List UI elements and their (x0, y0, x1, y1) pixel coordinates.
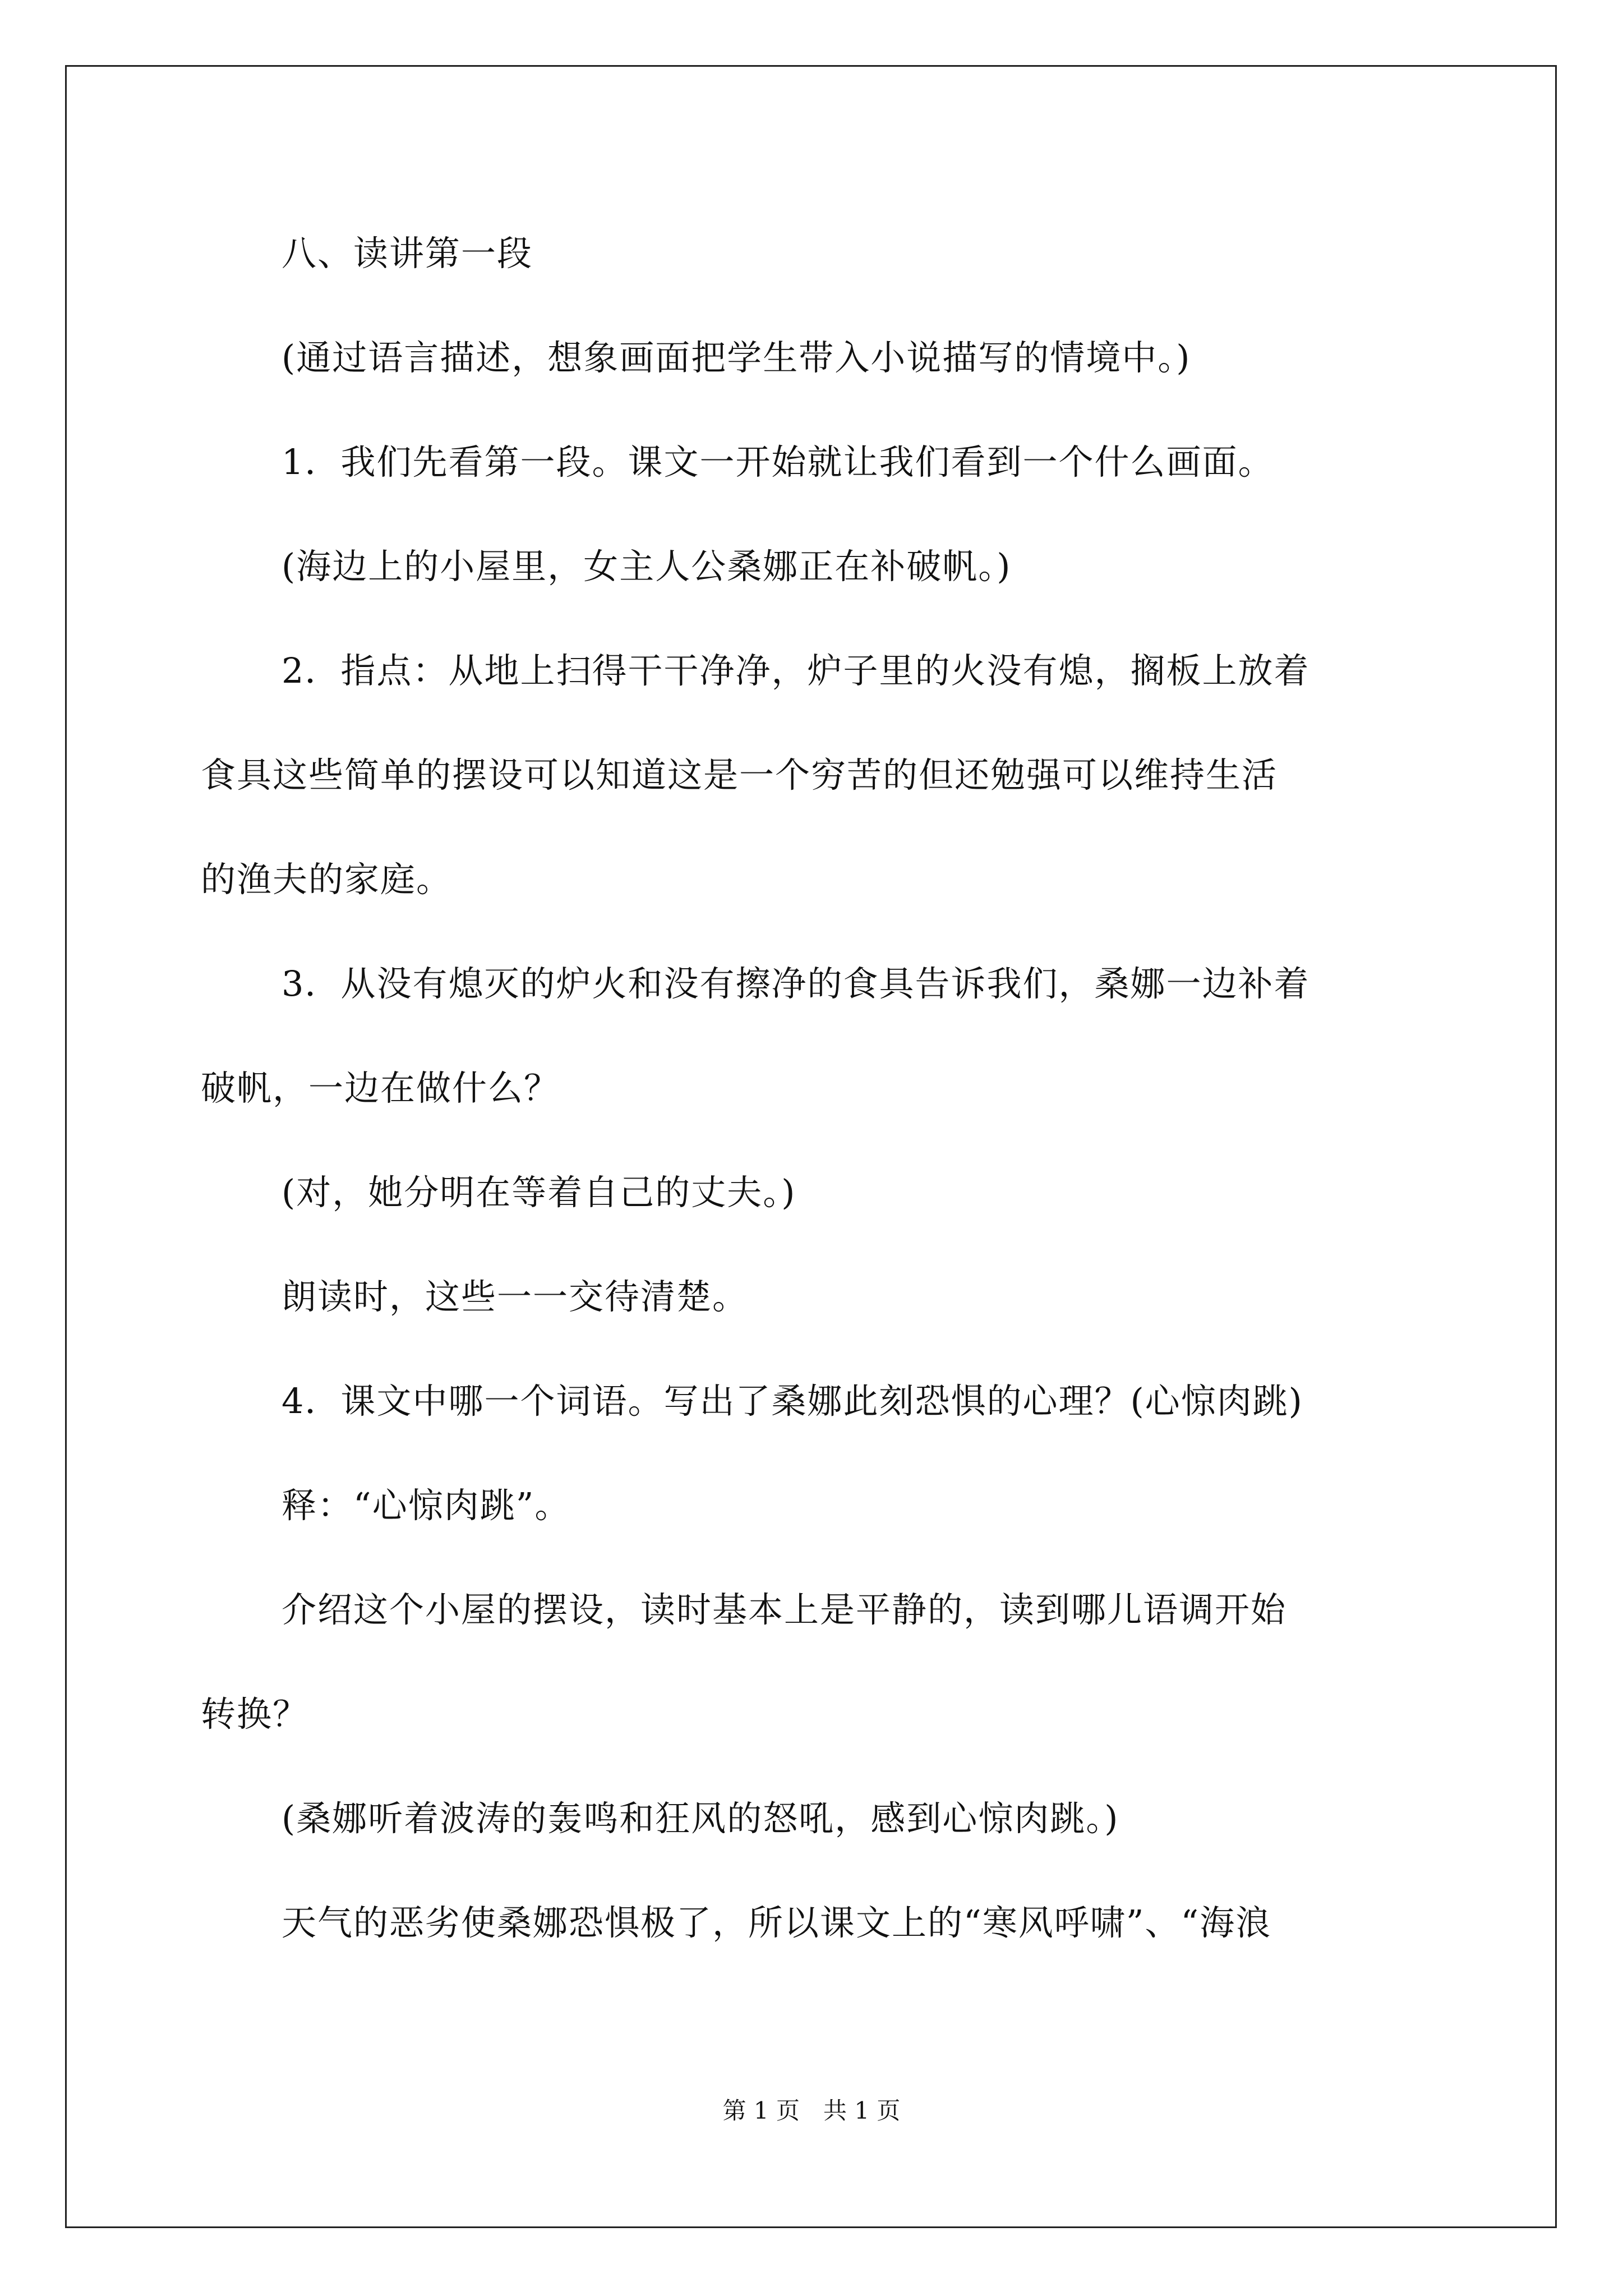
paragraph-line: (海边上的小屋里，女主人公桑娜正在补破帆。) (282, 546, 1012, 587)
paragraph-line: (通过语言描述，想象画面把学生带入小说描写的情境中。) (282, 337, 1191, 378)
paragraph-line: 朗读时，这些一一交待清楚。 (282, 1276, 749, 1317)
paragraph-line: 介绍这个小屋的摆设，读时基本上是平静的，读到哪儿语调开始 (282, 1589, 1287, 1630)
paragraph-line: 1．我们先看第一段。课文一开始就让我们看到一个什么画面。 (282, 441, 1274, 482)
paragraph-line: 食具这些简单的摆设可以知道这是一个穷苦的但还勉强可以维持生活 (201, 754, 1278, 795)
paragraph-line: 八、读讲第一段 (282, 233, 533, 274)
paragraph-line: (桑娜听着波涛的轰鸣和狂风的怒吼，感到心惊肉跳。) (282, 1798, 1119, 1839)
paragraph-line: 破帆，一边在做什么？ (201, 1068, 560, 1108)
paragraph-line: 转换？ (201, 1694, 309, 1734)
paragraph-line: 天气的恶劣使桑娜恐惧极了，所以课文上的“寒风呼啸”、“海浪 (282, 1902, 1272, 1943)
page-footer: 第 1 页 共 1 页 (722, 2097, 901, 2124)
paragraph-line: 3．从没有熄灭的炉火和没有擦净的食具告诉我们，桑娜一边补着 (282, 963, 1310, 1004)
paragraph-line: 的渔夫的家庭。 (201, 859, 453, 900)
paragraph-line: (对，她分明在等着自己的丈夫。) (282, 1172, 796, 1213)
paragraph-line: 释：“心惊肉跳”。 (282, 1485, 571, 1526)
paragraph-line: 4．课文中哪一个词语。写出了桑娜此刻恐惧的心理？(心惊肉跳) (282, 1381, 1303, 1421)
paragraph-line: 2．指点：从地上扫得干干净净，炉子里的火没有熄，搁板上放着 (282, 650, 1310, 691)
